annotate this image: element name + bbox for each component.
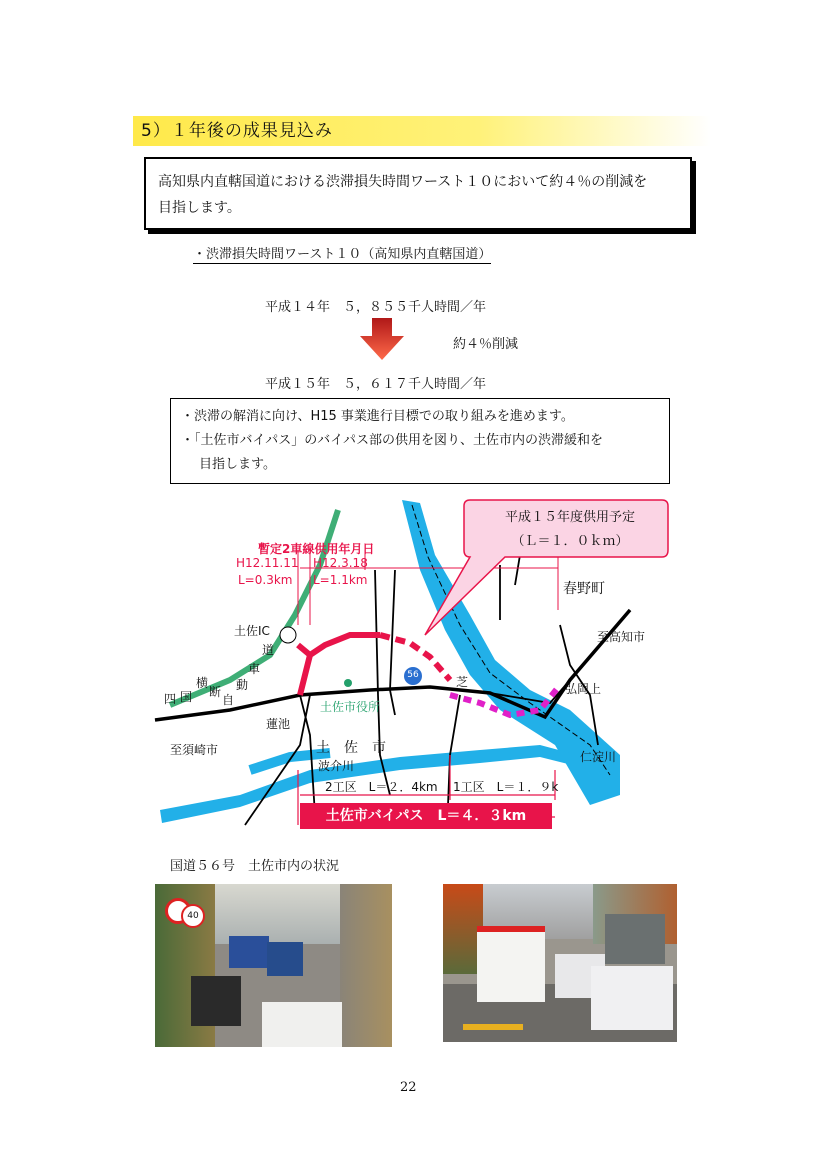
expressway-char-3: 横 [196, 676, 209, 690]
callout-text [485, 506, 655, 554]
bypass-existing [298, 635, 380, 695]
bullet-2: ・「土佐市バイパス」のバイパス部の供用を図り、土佐市内の渋滞緩和を [181, 433, 603, 448]
tosa-city-label: 土 佐 市 [316, 740, 386, 756]
traffic-photo-1 [155, 884, 392, 1047]
provisional-title: 暫定2車線供用年月日 [258, 542, 375, 556]
expressway-char-1: 四 [164, 692, 177, 706]
length-1: L=0.3km [238, 573, 293, 587]
worst10-title: ・渋滞損失時間ワースト１０（高知県内直轄国道） [193, 243, 491, 264]
bypass-banner-label: 土佐市バイパス L＝４．３km [325, 808, 527, 824]
hasuike-label: 蓮池 [266, 717, 291, 731]
length-2: L=1.1km [313, 573, 368, 587]
speed-sign-icon: 40 [181, 904, 205, 928]
expressway-char-6: 動 [236, 678, 249, 692]
reduction-label: 約４％削減 [453, 337, 519, 352]
section-1-label: 1工区 L＝１．９k [453, 780, 559, 794]
traffic-photo-2 [443, 884, 677, 1042]
expressway-char-8: 道 [262, 643, 275, 657]
h14-stat: 平成１４年 ５，８５５千人時間／年 [265, 300, 487, 315]
bullet-1: ・渋滞の解消に向け、H15 事業進行目標での取り組みを進めます。 [181, 409, 574, 424]
page-number: 22 [400, 1080, 417, 1095]
callout-line-1: 平成１５年度供用予定 [504, 510, 635, 525]
date-1: H12.11.11 [236, 556, 299, 570]
callout-line-2: （Ｌ＝１．０ｋｍ） [511, 534, 629, 549]
expressway-char-2: 国 [180, 690, 193, 704]
expressway-char-5: 自 [222, 693, 235, 707]
h15-stat: 平成１５年 ５，６１７千人時間／年 [265, 377, 487, 392]
photo-caption: 国道５６号 土佐市内の状況 [170, 859, 340, 874]
summary-line-2: 目指します。 [158, 200, 241, 216]
hiokagami-label: 弘岡上 [565, 682, 602, 696]
city-hall-label: 土佐市役所 [320, 700, 381, 714]
summary-box [144, 157, 692, 230]
bullet-2-cont: 目指します。 [199, 457, 276, 472]
date-2: H12.3.18 [313, 556, 368, 570]
shiba-label: 芝 [456, 675, 469, 689]
summary-line-1: 高知県内直轄国道における渋滞損失時間ワースト１０において約４％の削減を [158, 174, 648, 190]
down-arrow-icon [360, 318, 404, 360]
section-heading: 5）１年後の成果見込み [133, 116, 711, 146]
to-susaki-label: 至須崎市 [170, 743, 219, 757]
niyodo-label: 仁淀川 [580, 750, 617, 764]
haruno-label: 春野町 [563, 581, 605, 597]
bullets-box [170, 398, 670, 484]
route-56-number: 56 [407, 670, 419, 680]
expressway-char-7: 車 [248, 662, 261, 676]
to-kochi-label: 至高知市 [597, 630, 646, 644]
expressway-char-4: 断 [209, 685, 222, 699]
hakegawa-label: 波介川 [318, 759, 355, 773]
section-2-label: 2工区 L＝２．4km [325, 780, 438, 794]
tosa-ic-label: 土佐IC [234, 624, 270, 638]
